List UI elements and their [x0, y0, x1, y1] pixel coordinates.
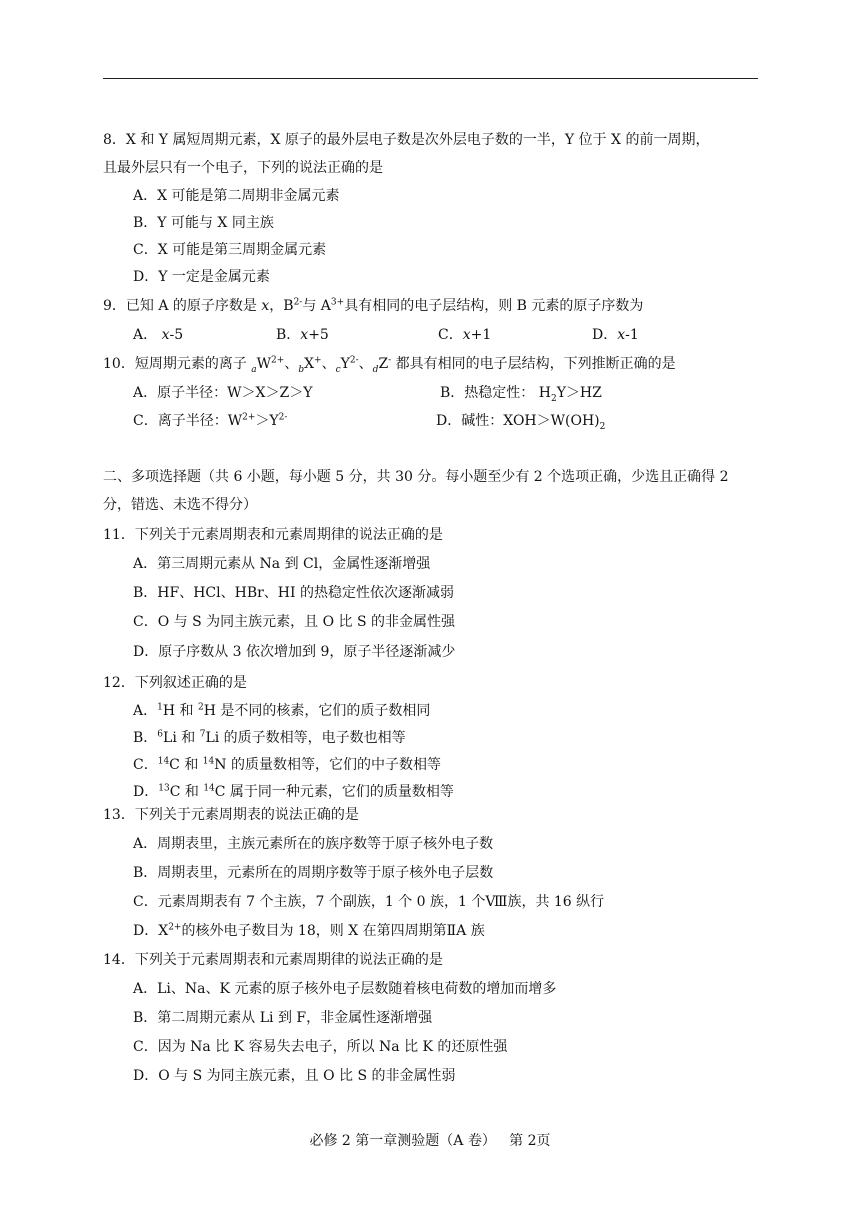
q10-option-d: D．碱性：$XOH>W(OH)_2$	[436, 413, 606, 432]
q9-option-b: B．x+5	[276, 327, 329, 343]
q8-option-c: C．X 可能是第三周期金属元素	[133, 242, 327, 258]
q13-option-a: A．周期表里，主族元素所在的族序数等于原子核外电子数	[133, 836, 494, 852]
q11-option-a: A．第三周期元素从 Na 到 Cl，金属性逐渐增强	[133, 556, 431, 572]
q10-stem: 10．短周期元素的离子 $_aW^{2+}$、$_b$X+、$_cY^{2-}$、$_d$Z- 都具有相同的电子层结构，下列推断正确的是	[103, 355, 676, 375]
q9-option-d: D．x-1	[592, 327, 639, 343]
q14-option-d: D．O 与 S 为同主族元素，且 O 比 S 的非金属性弱	[133, 1068, 456, 1084]
q9-option-a: A． x-5	[133, 327, 184, 343]
q8-option-b: B．Y 可能与 X 同主族	[133, 215, 274, 231]
q8-stem-line2: 且最外层只有一个电子，下列的说法正确的是	[103, 160, 383, 176]
q14-option-c: C．因为 Na 比 K 容易失去电子，所以 Na 比 K 的还原性强	[133, 1039, 508, 1055]
q9-stem: 9．已知 A 的原子序数是 x，$B^{2-}$与 $A^{3+}$具有相同的电子层结构，则 B 元素的原子序数为	[103, 297, 644, 314]
q8-option-d: D．Y 一定是金属元素	[133, 269, 270, 285]
q11-option-b: B．HF、HCl、HBr、HI 的热稳定性依次逐渐减弱	[133, 585, 454, 601]
q14-option-b: B．第二周期元素从 Li 到 F，非金属性逐渐增强	[133, 1010, 433, 1026]
q14-option-a: A．Li、Na、K 元素的原子核外电子层数随着核电荷数的增加而增多	[133, 981, 557, 997]
q11-option-c: C．O 与 S 为同主族元素，且 O 比 S 的非金属性强	[133, 614, 455, 630]
q10-option-a: A．原子半径：W＞X＞Z＞Y	[133, 385, 313, 401]
q10-option-c: C．离子半径：$W^{2+}>Y^{2-}$	[133, 412, 288, 429]
page-footer: 必修 2 第一章测验题（A 卷） 第 2页	[309, 1133, 551, 1149]
q12-option-c: C．$^{14}$C 和 $^{14}$N 的质量数相等，它们的中子数相等	[133, 756, 441, 773]
section2-heading-line2: 分，错选、未选不得分）	[103, 497, 257, 513]
q9-option-c: C．x+1	[438, 327, 492, 343]
q12-option-a: A．$^1$H 和 $^2$H 是不同的核素，它们的质子数相同	[133, 702, 431, 719]
q14-stem: 14．下列关于元素周期表和元素周期律的说法正确的是	[103, 952, 443, 968]
q13-option-d: D．$X^{2+}$的核外电子数目为 18，则 X 在第四周期第ⅡA 族	[133, 922, 485, 939]
q8-option-a: A．X 可能是第二周期非金属元素	[133, 188, 340, 204]
header-rule	[103, 78, 758, 79]
q11-stem: 11．下列关于元素周期表和元素周期律的说法正确的是	[103, 527, 443, 543]
q12-option-d: D．$^{13}$C 和 $^{14}$C 属于同一种元素，它们的质量数相等	[133, 783, 454, 800]
q13-option-c: C．元素周期表有 7 个主族，7 个副族，1 个 0 族，1 个Ⅷ族，共 16 纵行	[133, 894, 605, 910]
q12-stem: 12．下列叙述正确的是	[103, 675, 247, 691]
q13-option-b: B．周期表里，元素所在的周期序数等于原子核外电子层数	[133, 865, 494, 881]
q13-stem: 13．下列关于元素周期表的说法正确的是	[103, 807, 359, 823]
q11-option-d: D．原子序数从 3 依次增加到 9，原子半径逐渐减少	[133, 644, 456, 660]
q10-option-b: B．热稳定性： $H_2Y>HZ$	[440, 385, 602, 404]
section2-heading-line1: 二、多项选择题（共 6 小题，每小题 5 分，共 30 分。每小题至少有 2 个选项正确，少选且正确得 2	[103, 469, 729, 485]
q12-option-b: B．$^6$Li 和 $^7$Li 的质子数相等，电子数也相等	[133, 729, 406, 746]
q8-stem-line1: 8．X 和 Y 属短周期元素，X 原子的最外层电子数是次外层电子数的一半，Y 位于 X 的前一周期，	[103, 132, 710, 148]
